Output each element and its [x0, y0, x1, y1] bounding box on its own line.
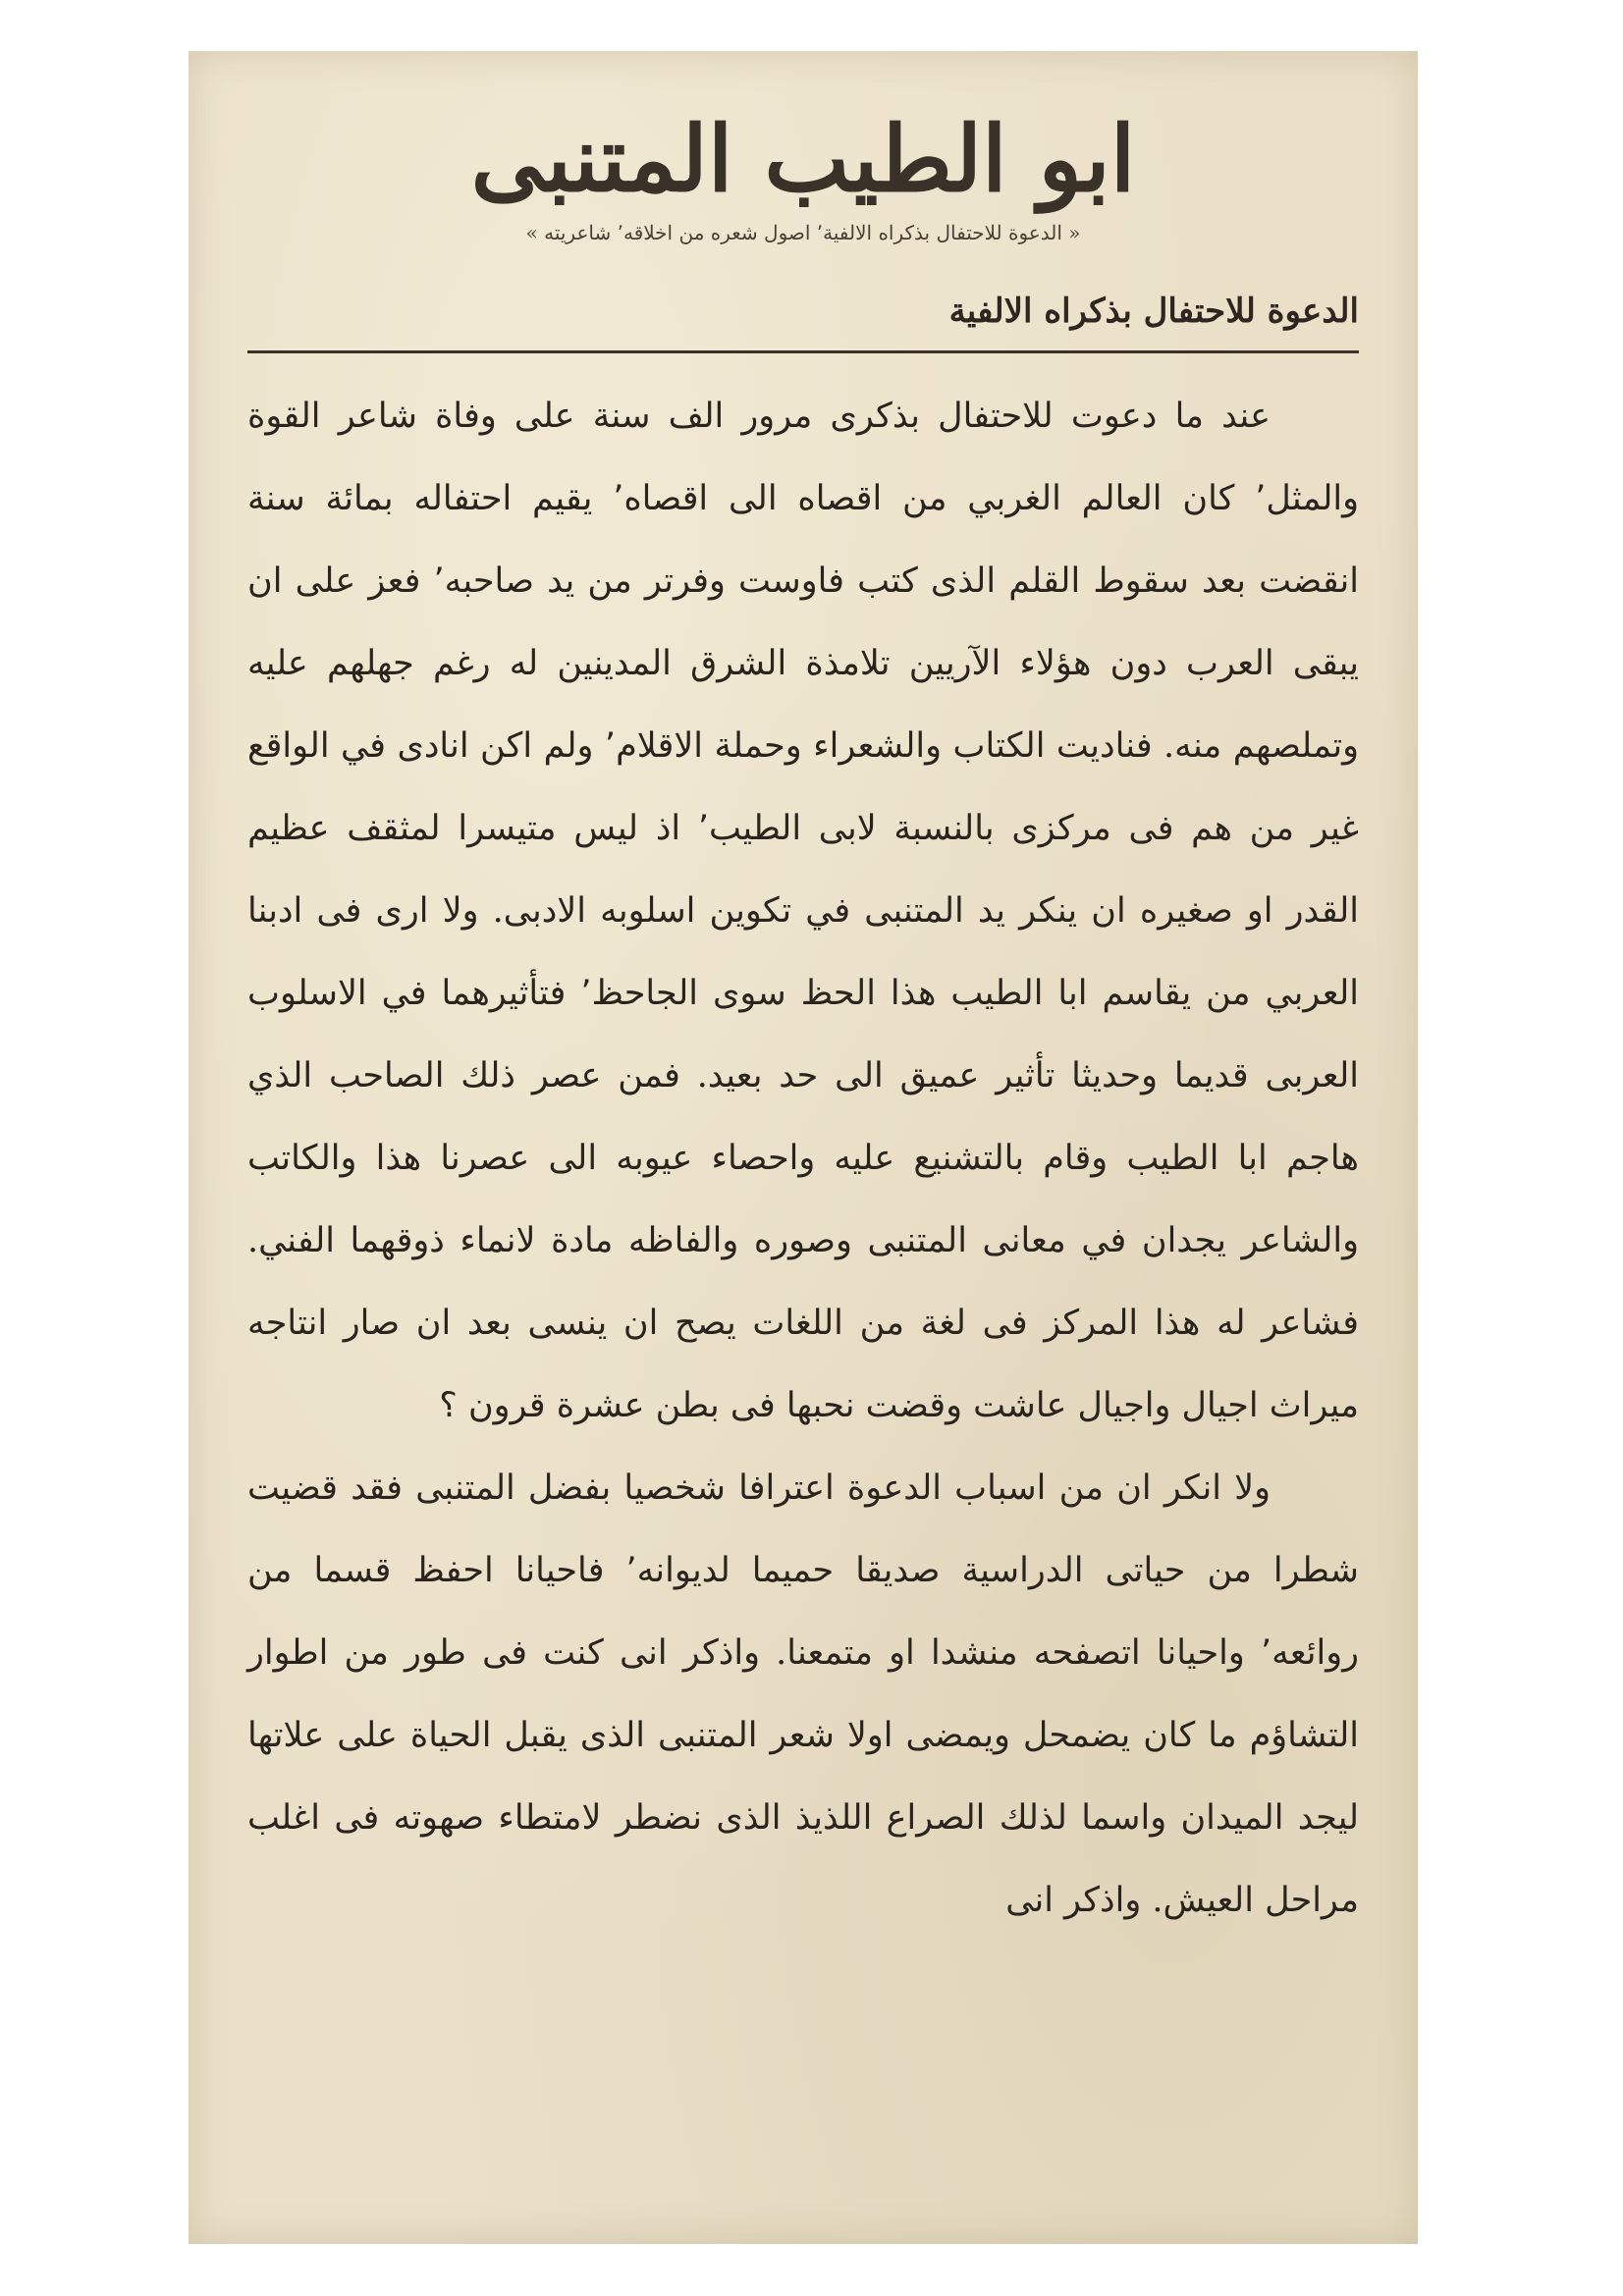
paragraph: ولا انكر ان من اسباب الدعوة اعترافا شخصيا بفضل المتنبى فقد قضيت شطرا من حياتى الدراسية صديقا حميما لديوانه٬ فاحيانا احفظ قسما من روائعه٬ واحيانا اتصفحه منشدا او متمعنا. واذكر انى كنت فى طور من اطوار التشاؤم ما كان يضمحل ويمضى اولا شعر المتنبى الذى يقبل الحياة على علاتها ليجد الميدان واسما لذلك الصراع اللذيذ الذى نضطر لامتطاء صهوته فى اغلب مراحل العيش. واذكر انى	[247, 1468, 1359, 1920]
article-title: ابو الطيب المتنبى	[470, 106, 1136, 212]
newspaper-clipping	[189, 51, 1418, 2244]
section-heading: الدعوة للاحتفال بذكراه الالفية	[948, 292, 1359, 331]
article-subtitle: « الدعوة للاحتفال بذكراه الالفية٬ اصول شعره من اخلاقه٬ شاعريته »	[525, 221, 1081, 245]
paragraph: عند ما دعوت للاحتفال بذكرى مرور الف سنة على وفاة شاعر القوة والمثل٬ كان العالم الغربي من اقصاه الى اقصاه٬ يقيم احتفاله بمائة سنة انقضت بعد سقوط القلم الذى كتب فاوست وفرتر من يد صاحبه٬ فعز على ان يبقى العرب دون هؤلاء الآريين تلامذة الشرق المدينين له رغم جهلهم عليه وتملصهم منه. فناديت الكتاب والشعراء وحملة الاقلام٬ ولم اكن انادى في الواقع غير من هم فى مركزى بالنسبة لابى الطيب٬ اذ ليس متيسرا لمثقف عظيم القدر او صغيره ان ينكر يد المتنبى في تكوين اسلوبه الادبى. ولا ارى فى ادبنا العربي من يقاسم ابا الطيب هذا الحظ سوى الجاحظ٬ فتأثيرهما في الاسلوب العربى قديما وحديثا تأثير عميق الى حد بعيد. فمن عصر ذلك الصاحب الذي هاجم ابا الطيب وقام بالتشنيع عليه واحصاء عيوبه الى عصرنا هذا والكاتب والشاعر يجدان في معانى المتنبى وصوره والفاظه مادة لانماء ذوقهما الفني. فشاعر له هذا المركز فى لغة من اللغات يصح ان ينسى بعد ان صار انتاجه ميراث اجيال واجيال عاشت وقضت نحبها فى بطن عشرة قرون ؟	[247, 397, 1360, 1425]
heading-divider	[247, 350, 1359, 353]
article-body	[247, 375, 1359, 1942]
article-masthead	[189, 106, 1418, 245]
section-heading-container	[247, 292, 1359, 339]
